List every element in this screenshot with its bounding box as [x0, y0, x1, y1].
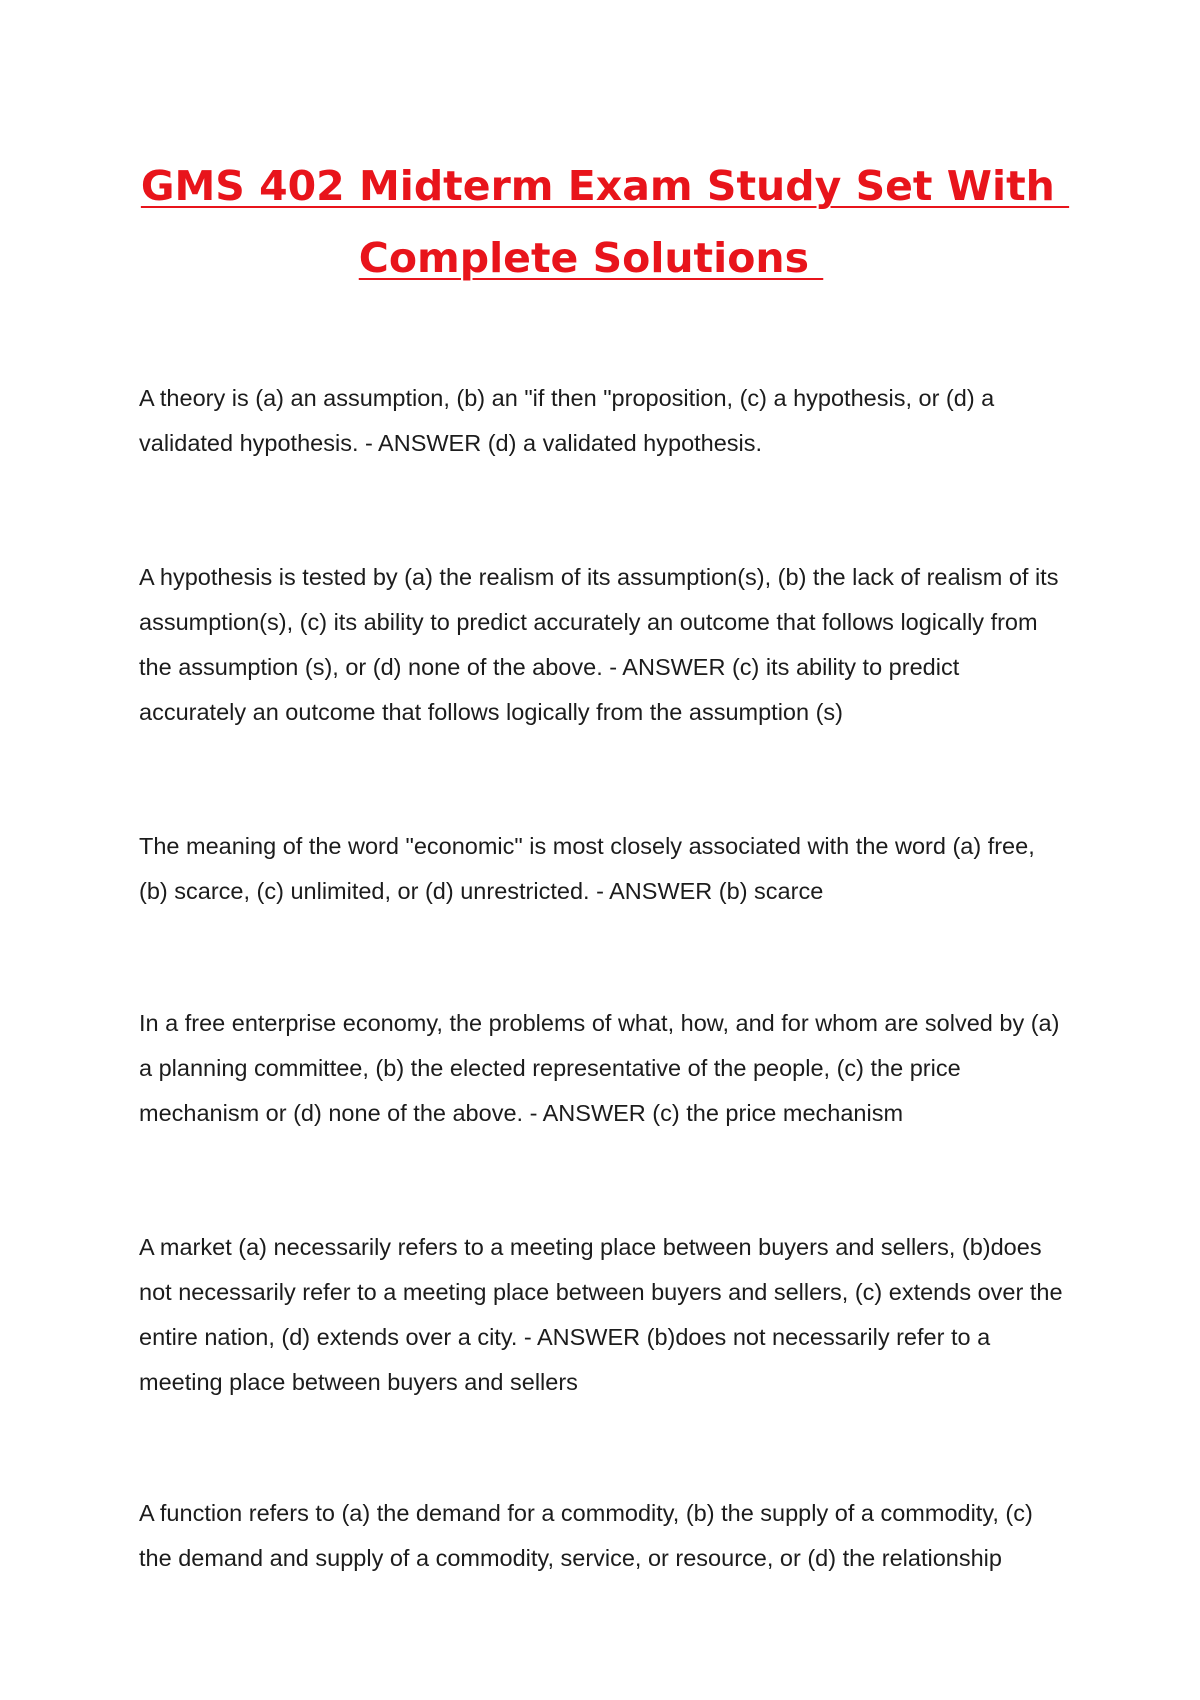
- question-paragraph: A theory is (a) an assumption, (b) an "if then "proposition, (c) a hypothesis, or (d) a validated hypothesis. - ANSWER (d) a validated hypothesis.: [139, 385, 995, 456]
- question-paragraph: A market (a) necessarily refers to a meeting place between buyers and sellers, (b)does not necessarily refer to a meeting place between buyers and sellers, (c) extends over the entire nation, (d) extends over a city. - ANSWER (b)does not necessarily refer to a meeting place between buyers and sellers: [139, 1234, 1063, 1395]
- question-paragraph: In a free enterprise economy, the problems of what, how, and for whom are solved by (a) a planning committee, (b) the elected representative of the people, (c) the price mechanism or (d) none of the above. - ANSWER (c) the price mechanism: [139, 1010, 1060, 1126]
- question-paragraph: A hypothesis is tested by (a) the realism of its assumption(s), (b) the lack of realism of its assumption(s), (c) its ability to predict accurately an outcome that follows logically from the assumption (s), or (d) none of the above. - ANSWER (c) its ability to predict accurately an outcome that follows logically from the assumption (s): [139, 564, 1059, 725]
- title-line-1: GMS 402 Midterm Exam Study Set With: [140, 162, 1070, 210]
- document-title: [0, 150, 1200, 294]
- question-paragraph: A function refers to (a) the demand for a commodity, (b) the supply of a commodity, (c) the demand and supply of a commodity, service, or resource, or (d) the relationship: [139, 1500, 1033, 1571]
- question-paragraph: The meaning of the word "economic" is most closely associated with the word (a) free, (b) scarce, (c) unlimited, or (d) unrestricted. - ANSWER (b) scarce: [139, 833, 1035, 904]
- title-line-2: Complete Solutions: [358, 234, 824, 282]
